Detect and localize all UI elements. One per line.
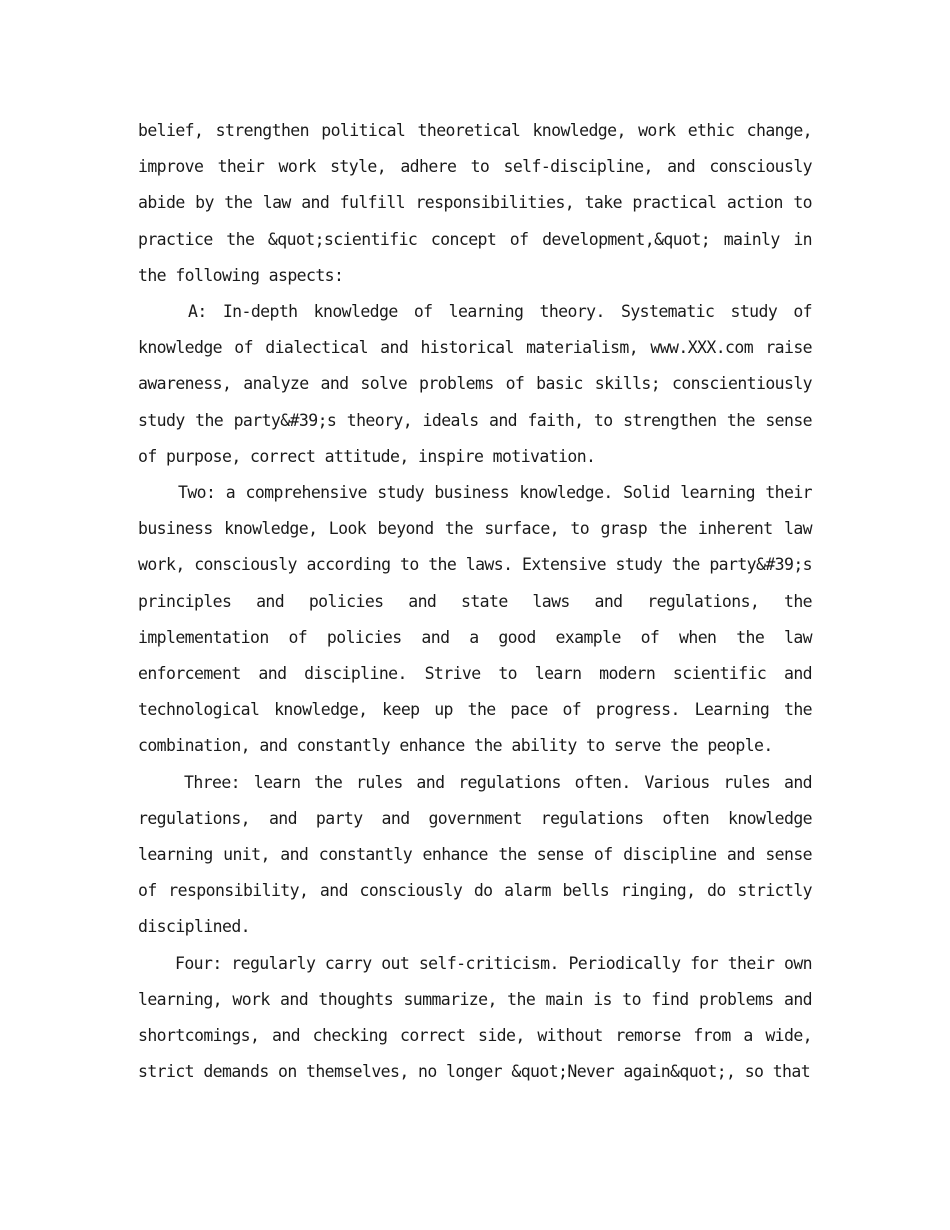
paragraph-three-rules-regulations: Three: learn the rules and regulations often. Various rules and regulations, and party and government regulations often knowledge learning unit, and constantly enhance the sense of discipline and sense of responsibility, and consciously do alarm bells ringing, do strictly disciplined. xyxy=(138,772,812,937)
paragraph-four-self-criticism: Four: regularly carry out self-criticism. Periodically for their own learning, work and thoughts summarize, the main is to find problems and shortcomings, and checking correct side, without remorse from a wide, strict demands on themselves, no longer &quot;Never again&quot;, so that xyxy=(138,953,812,1082)
paragraph-intro: belief, strengthen political theoretical knowledge, work ethic change, improve their work style, adhere to self-discipline, and consciously abide by the law and fulfill responsibilities, take practical action to practice the &quot;scientific concept of development,&quot; mainly in the following aspects: xyxy=(138,121,812,285)
paragraph-a-learning-theory: A: In-depth knowledge of learning theory. Systematic study of knowledge of dialectical and historical materialism, www.XXX.com raise awareness, analyze and solve problems of basic skills; conscientiously study the party&#39;s theory, ideals and faith, to strengthen the sense of purpose, correct attitude, inspire motivation. xyxy=(138,302,812,466)
body-text xyxy=(138,113,812,1090)
paragraph-two-business-knowledge: Two: a comprehensive study business knowledge. Solid learning their business knowledge, Look beyond the surface, to grasp the inherent law work, consciously according to the laws. Extensive study the party&#39;s principles and policies and state laws and regulations, the implementation of policies and a good example of when the law enforcement and discipline. Strive to learn modern scientific and technological knowledge, keep up the pace of progress. Learning the combination, and constantly enhance the ability to serve the people. xyxy=(138,483,812,756)
